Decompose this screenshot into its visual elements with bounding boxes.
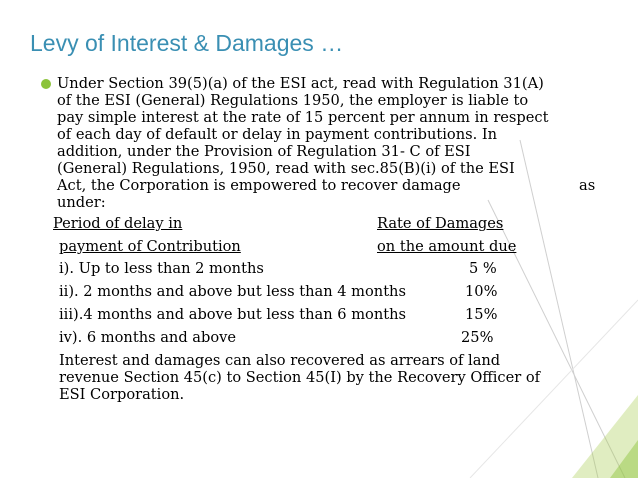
damage-rate-row bbox=[41, 326, 601, 349]
delay-period: i). Up to less than 2 months bbox=[59, 260, 264, 277]
table-header-row bbox=[41, 211, 601, 234]
paragraph-line: Interest and damages can also recovered as arrears of land bbox=[59, 352, 501, 369]
damage-rate-row bbox=[41, 257, 601, 280]
rate-header: Rate of Damages bbox=[377, 215, 504, 232]
paragraph-line: addition, under the Provision of Regulation 31- C of ESI bbox=[57, 143, 471, 160]
period-subheader: payment of Contribution bbox=[59, 238, 241, 255]
paragraph-line: pay simple interest at the rate of 15 percent per annum in respect bbox=[57, 109, 549, 126]
trailing-word: as bbox=[579, 177, 596, 194]
closing-paragraph bbox=[59, 352, 601, 403]
damage-rate-row bbox=[41, 280, 601, 303]
main-paragraph bbox=[57, 75, 601, 211]
paragraph-line-text: Act, the Corporation is empowered to recover damage bbox=[57, 177, 461, 194]
damage-rate: 25% bbox=[461, 329, 494, 346]
paragraph-line: of the ESI (General) Regulations 1950, the employer is liable to bbox=[57, 92, 529, 109]
paragraph-line: revenue Section 45(c) to Section 45(I) by the Recovery Officer of bbox=[59, 369, 541, 386]
paragraph-line bbox=[57, 177, 601, 194]
paragraph-line: Under Section 39(5)(a) of the ESI act, read with Regulation 31(A) bbox=[57, 75, 544, 92]
damage-rate: 15% bbox=[465, 306, 498, 323]
delay-period: ii). 2 months and above but less than 4 months bbox=[59, 283, 406, 300]
period-header: Period of delay in bbox=[53, 215, 183, 232]
table-header-row bbox=[41, 234, 601, 257]
slide-body bbox=[41, 75, 601, 403]
bullet-dot bbox=[41, 79, 51, 89]
paragraph-line: ESI Corporation. bbox=[59, 386, 185, 403]
delay-period: iii).4 months and above but less than 6 months bbox=[59, 306, 406, 323]
paragraph-line: under: bbox=[57, 194, 106, 211]
slide-title: Levy of Interest & Damages … bbox=[30, 30, 344, 56]
paragraph-line: (General) Regulations, 1950, read with sec.85(B)(i) of the ESI bbox=[57, 160, 515, 177]
damage-rate: 5 % bbox=[469, 260, 497, 277]
delay-period: iv). 6 months and above bbox=[59, 329, 237, 346]
paragraph-line: of each day of default or delay in payment contributions. In bbox=[57, 126, 498, 143]
damage-rate-row bbox=[41, 303, 601, 326]
damage-rate: 10% bbox=[465, 283, 498, 300]
rate-subheader: on the amount due bbox=[377, 238, 517, 255]
